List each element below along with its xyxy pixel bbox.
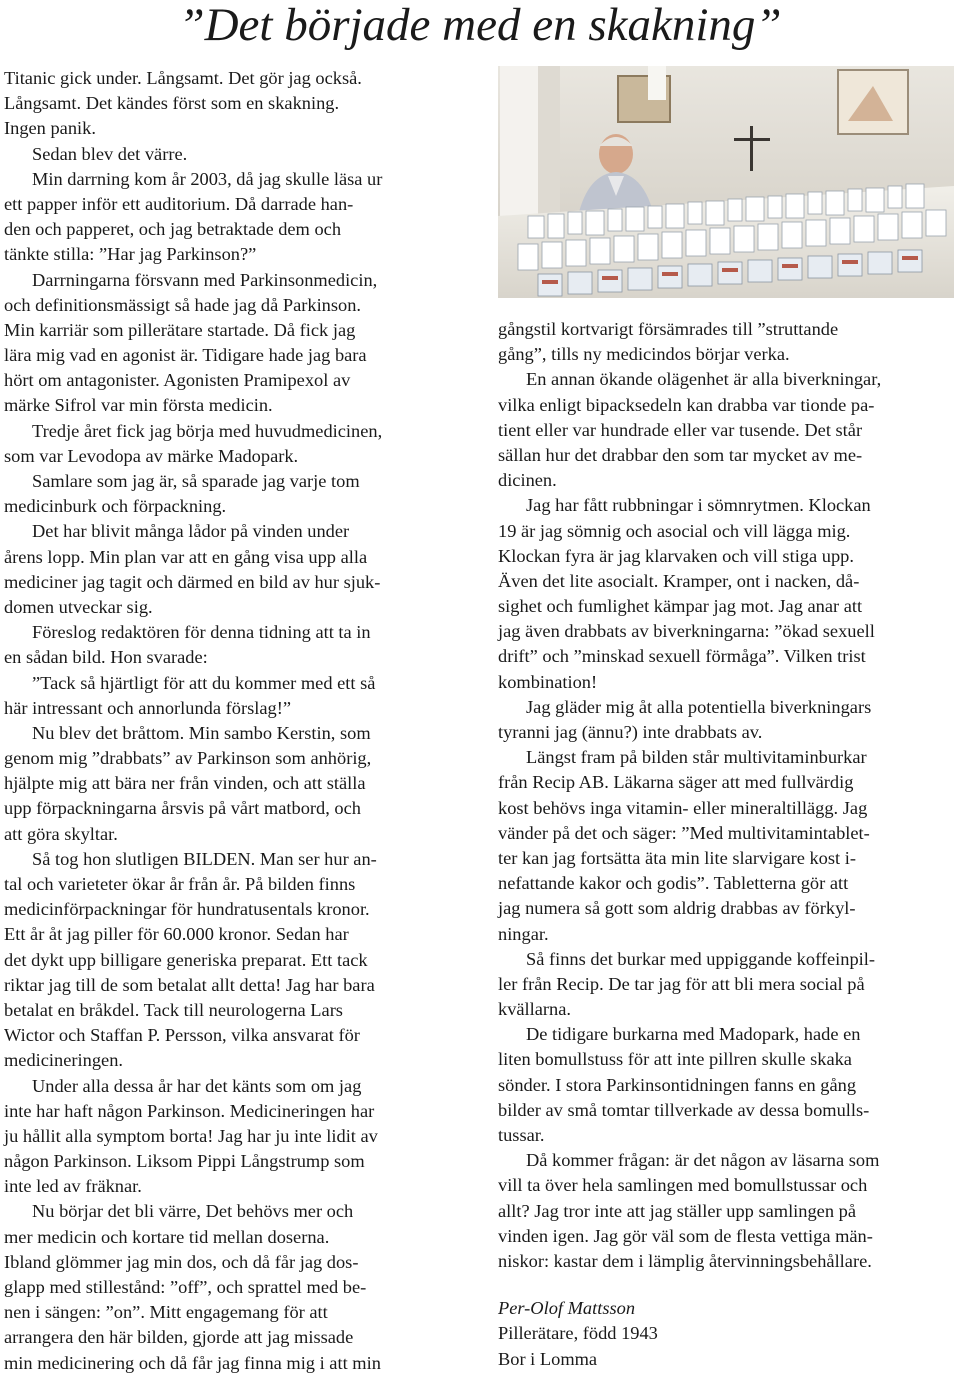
text-line: mer medicin och kortare tid mellan doserna. (4, 1226, 330, 1247)
text-line: från Recip AB. Läkarna säger att med fullvärdig (498, 772, 854, 793)
text-line: genom mig ”drabbats” av Parkinson som anhörig, (4, 748, 372, 769)
text-line: sönder. I stora Parkinsontidningen fanns en gång (498, 1074, 857, 1095)
text-line: kvällarna. (498, 999, 572, 1020)
text-line: en sådan bild. Hon svarade: (4, 647, 208, 668)
text-line: glapp med stillestånd: ”off”, och sprattel med be- (4, 1277, 367, 1297)
text-line: riktar jag till de som betalat allt detta! Jag har bara (4, 974, 375, 995)
text-line: ju hållit alla symptom borta! Jag har ju inte lidit av (4, 1125, 378, 1146)
text-line: ett papper inför ett auditorium. Då darrade han- (4, 193, 354, 214)
text-line: Under alla dessa år har det känts som om jag (32, 1075, 362, 1096)
text-line: tient eller var hundrade eller var tusende. Det står (498, 419, 863, 440)
text-line: arrangera den här bilden, gjorde att jag missade (4, 1327, 354, 1348)
text-line: som var Levodopa av märke Madopark. (4, 445, 299, 466)
text-line: här intressant och annorlunda förslag!” (4, 697, 291, 718)
text-line: Ingen panik. (4, 118, 96, 139)
text-line: Jag har fått rubbningar i sömnrytmen. Klockan (526, 495, 871, 516)
text-line: gångstil kortvarigt försämrades till ”struttande (498, 319, 839, 339)
text-line: lära mig vad en agonist är. Tidigare hade jag bara (4, 345, 367, 366)
text-line: sighet och fumlighet kämpar jag mot. Jag anar att (498, 596, 863, 617)
text-line: ter kan jag fortsätta äta min lite slarvigare kost i- (498, 847, 856, 868)
text-line: det dykt upp billigare generiska preparat. Ett tack (4, 949, 368, 970)
text-line: Längst fram på bilden står multivitaminburkar (526, 747, 867, 768)
text-line: inte har haft någon Parkinson. Medicineringen har (4, 1100, 375, 1121)
article-title: ”Det började med en skakning” (178, 0, 782, 51)
text-line: ningar. (498, 923, 549, 944)
article-column-left (4, 66, 474, 1376)
text-line: Wictor och Staffan P. Persson, vilka ansvarat för (4, 1025, 360, 1046)
text-line: jag numera så gott som aldrig drabbas av förkyl- (498, 898, 856, 919)
text-line: ler från Recip. De tar jag för att bli mera social på (498, 973, 865, 994)
photo-medicine-collection (498, 66, 954, 298)
text-line: niskor: kastar dem i lämplig återvinningsbehållare. (498, 1250, 872, 1271)
author-name: Per-Olof Mattsson (498, 1298, 636, 1319)
text-line: vinden igen. Jag gör väl som de flesta vettiga män- (498, 1225, 873, 1246)
text-line: Ibland glömmer jag min dos, och då får jag dos- (4, 1251, 359, 1272)
text-line: Min karriär som pillerätare startade. Då fick jag (4, 319, 356, 340)
text-line: sällan hur det drabbar den som tar mycket av me- (498, 444, 863, 465)
text-line: vänder på det och säger: ”Med multivitamintablet- (498, 822, 870, 843)
text-line: någon Parkinson. Liksom Pippi Långstrump som (4, 1151, 365, 1172)
text-line: den och papperet, och jag betraktade dem och (4, 219, 342, 240)
text-line: vill ta över hela samlingen med bomullstussar och (498, 1175, 868, 1196)
text-line: nen i sängen: ”on”. Mitt engagemang för att (4, 1302, 328, 1323)
text-line: tänkte stilla: ”Har jag Parkinson?” (4, 244, 257, 265)
text-line: allt? Jag tror inte att jag ställer upp samlingen på (498, 1200, 856, 1221)
text-line: drift” och ”minskad sexuell förmåga”. Vilken trist (498, 646, 866, 667)
text-line: inte led av fräknar. (4, 1176, 142, 1197)
text-line: hört om antagonister. Agonisten Pramipexol av (4, 370, 351, 391)
text-line: vilka enligt bipacksedeln kan drabba var tionde pa- (498, 394, 875, 415)
text-line: tussar. (498, 1125, 545, 1145)
text-line: Ett år åt jag piller för 60.000 kronor. Sedan har (4, 924, 349, 945)
text-line: Nu börjar det bli värre, Det behövs mer och (32, 1201, 354, 1222)
text-line: jag även drabbats av biverkningarna: ”ökad sexuell (498, 621, 875, 642)
text-line: Darrningarna försvann med Parkinsonmedicin, (32, 269, 378, 290)
text-line: kombination! (498, 671, 598, 692)
text-line: min medicinering och då får jag finna mig i att min (4, 1352, 381, 1373)
text-line: märke Sifrol var min första medicin. (4, 395, 273, 416)
text-line: liten bomullstuss för att inte pillren skulle skaka (498, 1049, 852, 1070)
text-line: Min darrning kom år 2003, då jag skulle läsa ur (32, 168, 383, 189)
text-line: Så tog hon slutligen BILDEN. Man ser hur an- (32, 848, 377, 869)
text-line: att göra skyltar. (4, 823, 118, 844)
text-line: bilder av små tomtar tillverkade av dessa bomulls- (498, 1099, 870, 1120)
author-signature (498, 1296, 954, 1372)
text-line: årens lopp. Min plan var att en gång visa upp alla (4, 546, 368, 567)
text-line: Även det lite asocialt. Kramper, ont i nacken, då- (498, 570, 860, 591)
text-line: Sedan blev det värre. (32, 143, 188, 164)
text-line: medicinförpackningar för hundratusentals kronor. (4, 899, 370, 920)
text-line: Då kommer frågan: är det någon av läsarna som (526, 1150, 880, 1171)
text-line: betalat en bråkdel. Tack till neurologerna Lars (4, 999, 343, 1020)
right-column-text (498, 317, 954, 1274)
text-line: domen utveckar sig. (4, 596, 153, 617)
text-line: och definitionsmässigt så hade jag då Parkinson. (4, 294, 362, 315)
text-line: medicinburk och förpackning. (4, 496, 227, 517)
text-line: gång”, tills ny medicindos börjar verka. (498, 344, 790, 365)
text-line: Klockan fyra är jag klarvaken och vill stiga upp. (498, 545, 854, 566)
text-line: hjälpte mig att bära ner från vinden, och att ställa (4, 773, 366, 794)
text-line: tal och varieteter ökar år från år. På bilden finns (4, 874, 356, 894)
text-line: Föreslog redaktören för denna tidning att ta in (32, 622, 371, 643)
text-line: mediciner jag tagit och därmed en bild av hur sjuk- (4, 571, 381, 592)
text-line: Så finns det burkar med uppiggande koffeinpil- (526, 948, 875, 969)
text-line: Jag gläder mig åt alla potentiella biverkningars (526, 696, 872, 717)
text-line: Nu blev det bråttom. Min sambo Kerstin, som (32, 722, 371, 743)
text-line: dicinen. (498, 470, 557, 491)
text-line: Långsamt. Det kändes först som en skakning. (4, 93, 340, 114)
text-line: Titanic gick under. Långsamt. Det gör jag också. (4, 68, 362, 88)
text-line: En annan ökande olägenhet är alla biverkningar, (526, 369, 882, 390)
author-residence: Bor i Lomma (498, 1348, 598, 1369)
text-line: medicineringen. (4, 1050, 123, 1071)
text-line: Det har blivit många lådor på vinden under (32, 521, 350, 542)
text-line: nefattande kakor och godis”. Tabletterna gör att (498, 873, 849, 894)
text-line: kost behövs inga vitamin- eller mineraltillägg. Jag (498, 797, 868, 818)
text-line: Tredje året fick jag börja med huvudmedicinen, (32, 420, 383, 441)
text-line: upp förpackningarna årsvis på vårt matbord, och (4, 798, 361, 819)
article-column-right (498, 317, 954, 1372)
author-description: Pillerätare, född 1943 (498, 1323, 658, 1344)
text-line: Samlare som jag är, så sparade jag varje tom (32, 471, 360, 491)
text-line: ”Tack så hjärtligt för att du kommer med ett så (32, 672, 376, 693)
text-line: 19 är jag sömnig och asocial och vill lägga mig. (498, 520, 851, 541)
text-line: De tidigare burkarna med Madopark, hade en (526, 1024, 861, 1045)
article-photo (498, 66, 954, 298)
text-line: tyranni jag (ännu?) inte drabbats av. (498, 722, 763, 742)
